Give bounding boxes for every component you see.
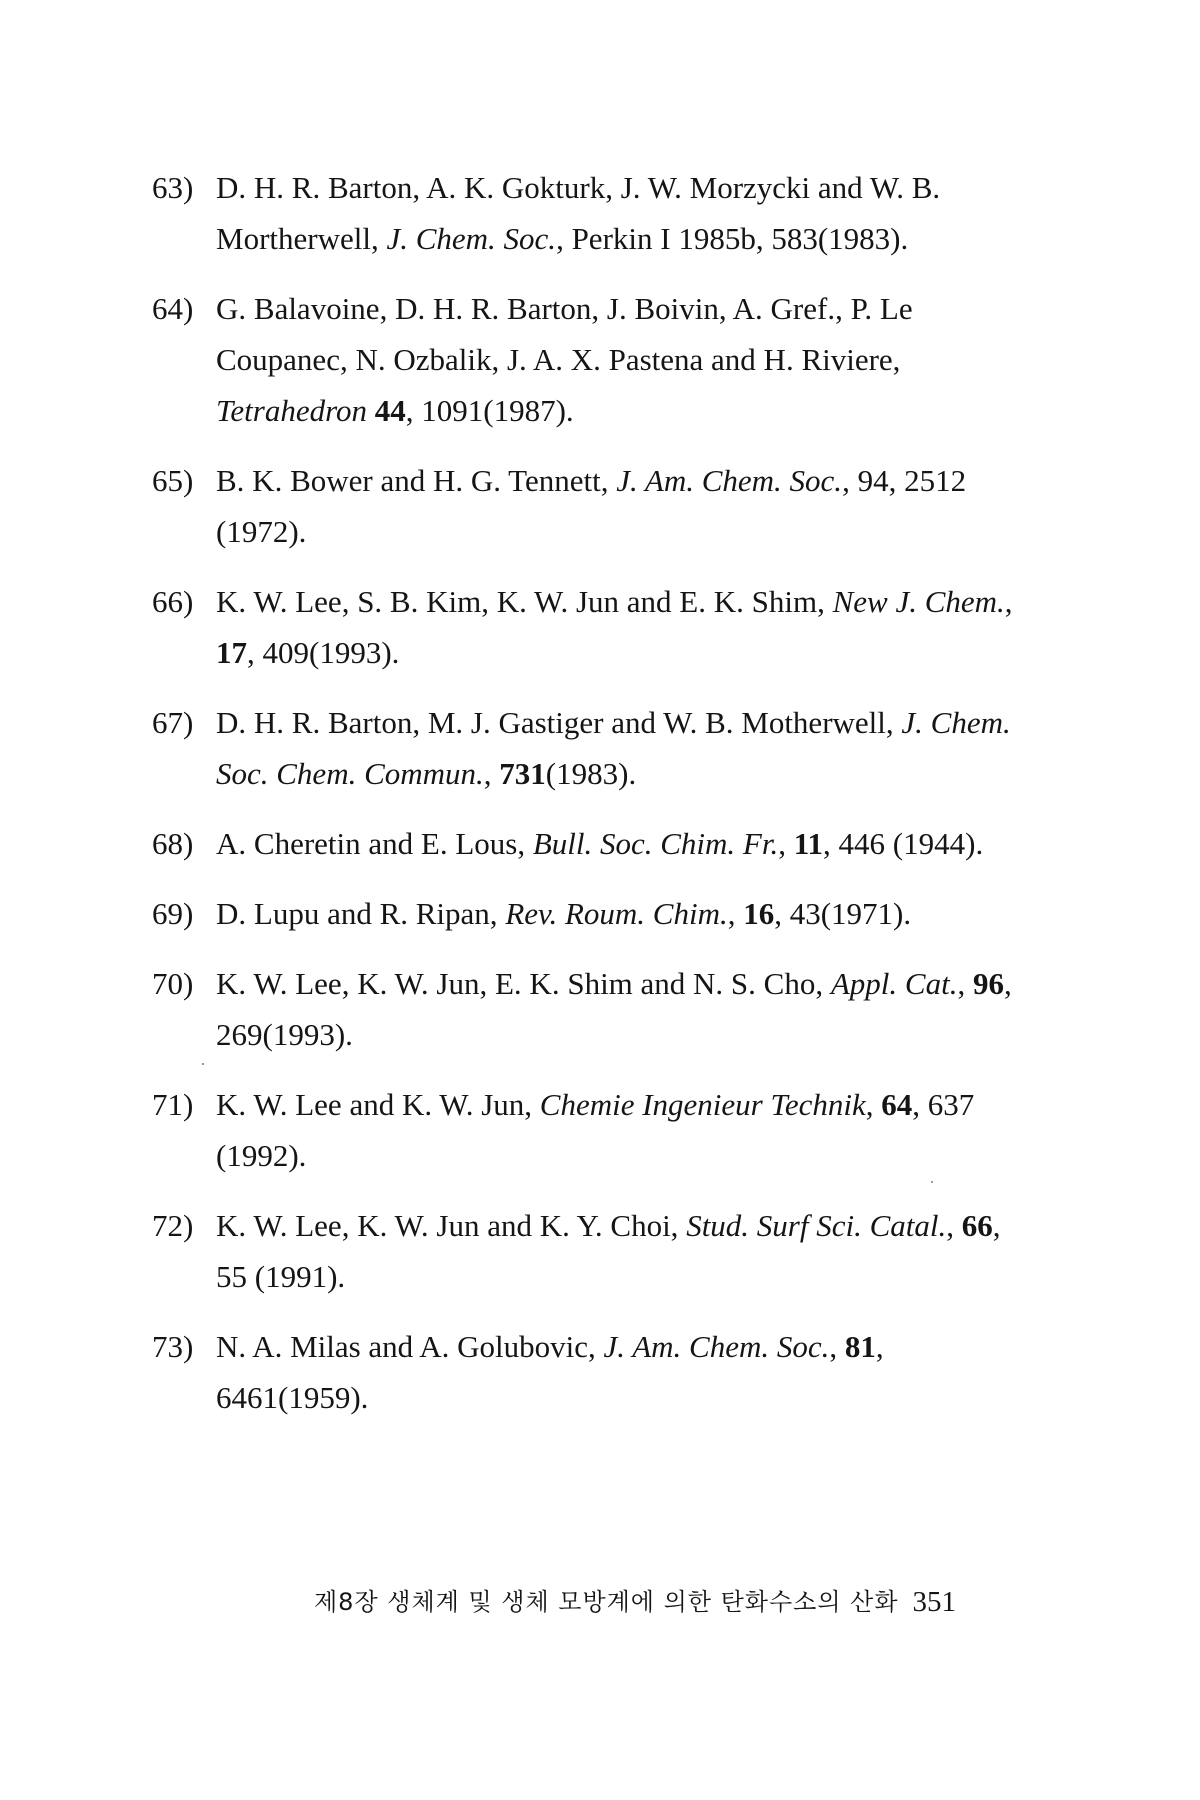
reference-list: [152, 162, 1032, 1442]
reference-text: [216, 1321, 1032, 1423]
reference-segment: , 1091(1987).: [405, 393, 574, 428]
reference-number: 66): [152, 584, 194, 619]
reference-segment: D. Lupu and R. Ripan,: [216, 896, 506, 931]
volume-number: 96: [972, 966, 1004, 1001]
reference-segment: N. A. Milas and A. Golubovic,: [216, 1329, 604, 1364]
volume-number: 17: [216, 635, 247, 670]
reference-segment: , 409(1993).: [247, 635, 400, 670]
reference-number: 67): [152, 705, 194, 740]
volume-number: 11: [793, 826, 824, 861]
reference-segment: B. K. Bower and H. G. Tennett,: [216, 463, 617, 498]
reference-text: [216, 1200, 1032, 1302]
journal-title: Tetrahedron: [216, 393, 368, 428]
reference-segment: D. H. R. Barton, M. J. Gastiger and W. B. Motherwell,: [216, 705, 902, 740]
volume-number: 64: [881, 1087, 913, 1122]
reference-text: [216, 958, 1032, 1060]
reference-entry: [152, 1321, 1032, 1423]
reference-text: [216, 888, 1032, 939]
reference-number: 64): [152, 291, 194, 326]
reference-segment: ,: [865, 1087, 882, 1122]
journal-title: Stud. Surf Sci. Catal.: [686, 1208, 947, 1243]
reference-segment: , Perkin I 1985b, 583(1983).: [556, 221, 909, 256]
reference-segment: ,: [727, 896, 744, 931]
reference-segment: , 269(1993).: [216, 966, 1012, 1052]
reference-text: [216, 162, 1032, 264]
reference-segment: (1983).: [545, 756, 637, 791]
volume-number: 44: [374, 393, 406, 428]
journal-title: Appl. Cat.: [830, 966, 958, 1001]
reference-segment: K. W. Lee and K. W. Jun,: [216, 1087, 540, 1122]
reference-entry: [152, 1200, 1032, 1302]
reference-segment: K. W. Lee, K. W. Jun and K. Y. Choi,: [216, 1208, 687, 1243]
reference-entry: [152, 1079, 1032, 1181]
volume-number: 81: [844, 1329, 876, 1364]
volume-number: 16: [743, 896, 775, 931]
page-footer: [314, 1584, 1034, 1620]
reference-segment: , 6461(1959).: [216, 1329, 884, 1415]
journal-title: J. Chem. Soc. Chem. Commun.: [216, 705, 1011, 791]
reference-number: 72): [152, 1208, 194, 1243]
journal-title: J. Am. Chem. Soc.: [616, 463, 843, 498]
reference-segment: ,: [483, 756, 500, 791]
reference-entry: [152, 958, 1032, 1060]
reference-entry: [152, 283, 1032, 436]
reference-text: [216, 697, 1032, 799]
reference-segment: ,: [778, 826, 794, 861]
reference-segment: , 43(1971).: [774, 896, 912, 931]
reference-segment: , 94, 2512 (1972).: [216, 463, 967, 549]
reference-entry: [152, 576, 1032, 678]
reference-segment: , 446 (1944).: [823, 826, 984, 861]
reference-segment: [367, 393, 375, 428]
reference-segment: ,: [829, 1329, 845, 1364]
journal-title: J. Chem. Soc.: [386, 221, 557, 256]
reference-segment: K. W. Lee, K. W. Jun, E. K. Shim and N. S. Cho,: [216, 966, 831, 1001]
reference-entry: [152, 888, 1032, 939]
journal-title: Rev. Roum. Chim.: [505, 896, 728, 931]
journal-title: J. Am. Chem. Soc.: [603, 1329, 830, 1364]
reference-entry: [152, 697, 1032, 799]
reference-text: [216, 455, 1032, 557]
reference-segment: A. Cheretin and E. Lous,: [216, 826, 533, 861]
footer-chapter-title: 제8장 생체계 및 생체 모방계에 의한 탄화수소의 산화: [314, 1588, 899, 1616]
journal-title: Chemie Ingenieur Technik: [539, 1087, 866, 1122]
reference-number: 70): [152, 966, 194, 1001]
reference-number: 71): [152, 1087, 194, 1122]
scan-speck: [931, 1181, 933, 1183]
reference-number: 65): [152, 463, 194, 498]
reference-entry: [152, 162, 1032, 264]
reference-segment: ,: [957, 966, 973, 1001]
reference-segment: D. H. R. Barton, A. K. Gokturk, J. W. Morzycki and W. B. Mortherwell,: [216, 170, 941, 256]
reference-segment: ,: [946, 1208, 962, 1243]
reference-segment: ,: [1004, 584, 1013, 619]
reference-entry: [152, 455, 1032, 557]
reference-segment: K. W. Lee, S. B. Kim, K. W. Jun and E. K. Shim,: [216, 584, 833, 619]
journal-title: New J. Chem.: [832, 584, 1005, 619]
page-number: 351: [912, 1586, 957, 1618]
reference-segment: , 55 (1991).: [216, 1208, 1001, 1294]
journal-title: Bull. Soc. Chim. Fr.: [532, 826, 779, 861]
reference-number: 63): [152, 170, 194, 205]
reference-number: 69): [152, 896, 194, 931]
reference-number: 68): [152, 826, 194, 861]
reference-text: [216, 283, 1032, 436]
reference-text: [216, 818, 1032, 869]
reference-segment: G. Balavoine, D. H. R. Barton, J. Boivin, A. Gref., P. Le Coupanec, N. Ozbalik, J. A. X. Pastena and H. Riviere,: [216, 291, 913, 377]
volume-number: 66: [961, 1208, 993, 1243]
reference-text: [216, 1079, 1032, 1181]
reference-entry: [152, 818, 1032, 869]
scan-speck: [202, 1063, 204, 1065]
reference-segment: , 637 (1992).: [216, 1087, 975, 1173]
volume-number: 731: [499, 756, 546, 791]
reference-number: 73): [152, 1329, 194, 1364]
reference-text: [216, 576, 1032, 678]
